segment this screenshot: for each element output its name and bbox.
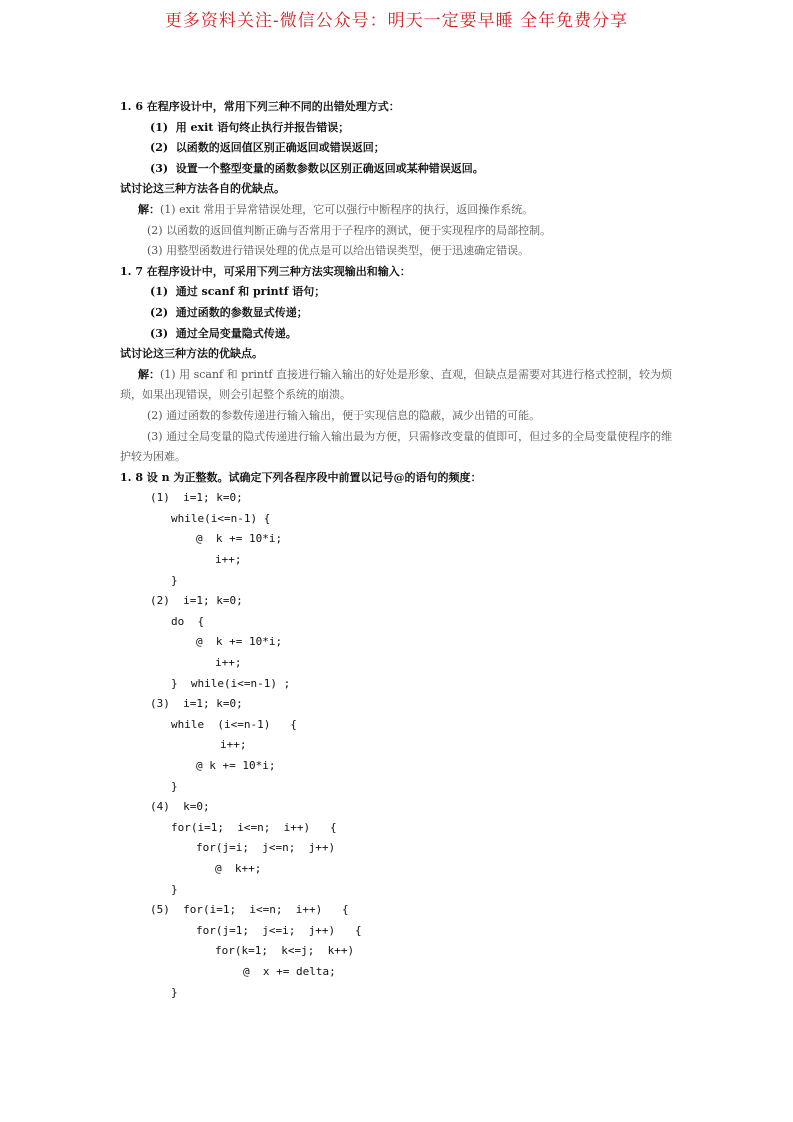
q16-answer-2: (2) 以函数的返回值判断正确与否常用于子程序的测试，便于实现程序的局部控制。 [147, 223, 552, 237]
q18-title: 1. 8 设 n 为正整数。试确定下列各程序段中前置以记号@的语句的频度： [120, 470, 482, 484]
document-body [120, 97, 680, 1003]
q17-item-1: (1) 通过 scanf 和 printf 语句； [150, 285, 326, 299]
q17-answer-3: (3) 通过全局变量的隐式传递进行输入输出最为方便，只需修改变量的值即可，但过多的全局变量使程序的维护较为困难。 [120, 429, 673, 464]
q16-title: 1. 6 在程序设计中，常用下列三种不同的出错处理方式： [120, 100, 400, 113]
code-line: (2) i=1; k=0; [150, 594, 243, 608]
q17-answer-label: 解： [138, 367, 160, 381]
code-line: do { [171, 614, 205, 628]
code-line: (5) for(i=1; i<=n; i++) { [150, 903, 349, 917]
code-line: @ k += 10*i; [196, 635, 283, 649]
code-line: @ k += 10*i; [196, 759, 276, 772]
code-line: @ k += 10*i; [196, 532, 283, 546]
q16-item-2: (2) 以函数的返回值区别正确返回或错误返回； [150, 141, 385, 155]
q16-ask: 试讨论这三种方法各自的优缺点。 [120, 182, 285, 196]
code-line: @ k++; [215, 861, 262, 875]
code-line: (1) i=1; k=0; [150, 491, 243, 505]
code-line: @ x += delta; [243, 964, 336, 978]
q17-title: 1. 7 在程序设计中，可采用下列三种方法实现输出和输入： [120, 264, 411, 278]
code-line: while (i<=n-1) { [171, 717, 297, 731]
q17-answer-1-text: (1) 用 scanf 和 printf 直接进行输入输出的好处是形象、直观，但缺点是需要对其进行格式控制，较为烦琐，如果出现错误，则会引起整个系统的崩溃。 [120, 367, 672, 402]
code-line: for(j=1; j<=i; j++) { [196, 923, 362, 937]
q17-answer-1 [120, 365, 680, 406]
q17-item-3: (3) 通过全局变量隐式传递。 [150, 326, 297, 340]
code-line: } [171, 779, 178, 793]
q17-ask: 试讨论这三种方法的优缺点。 [120, 347, 263, 361]
q17-item-2: (2) 通过函数的参数显式传递； [150, 305, 308, 319]
q16-answer-3: (3) 用整型函数进行错误处理的优点是可以给出错误类型，便于迅速确定错误。 [147, 244, 530, 258]
code-line: } [171, 882, 178, 896]
code-line: } while(i<=n-1) ; [171, 676, 291, 690]
code-line: } [171, 573, 178, 587]
code-line: i++; [215, 553, 242, 567]
code-line: i++; [220, 738, 247, 752]
q16-item-1: (1) 用 exit 语句终止执行并报告错误； [150, 120, 350, 134]
q16-answer-1 [120, 200, 680, 221]
q16-answer-1-text: (1) exit 常用于异常错误处理，它可以强行中断程序的执行，返回操作系统。 [160, 202, 534, 216]
code-line: for(j=i; j<=n; j++) [196, 841, 336, 855]
header-banner: 更多资料关注-微信公众号：明天一定要早睡 全年免费分享 [164, 11, 629, 31]
code-line: for(i=1; i<=n; i++) { [171, 820, 337, 834]
code-line: while(i<=n-1) { [171, 511, 271, 525]
q17-answer-2: (2) 通过函数的参数传递进行输入输出，便于实现信息的隐蔽，减少出错的可能。 [147, 408, 541, 422]
q16-answer-label: 解： [138, 202, 160, 216]
code-line: i++; [215, 656, 242, 670]
code-line: (3) i=1; k=0; [150, 697, 243, 711]
code-line: (4) k=0; [150, 800, 210, 814]
q16-item-3: (3) 设置一个整型变量的函数参数以区别正确返回或某种错误返回。 [150, 161, 484, 175]
code-line: for(k=1; k<=j; k++) [215, 944, 355, 958]
code-line: } [171, 985, 178, 999]
